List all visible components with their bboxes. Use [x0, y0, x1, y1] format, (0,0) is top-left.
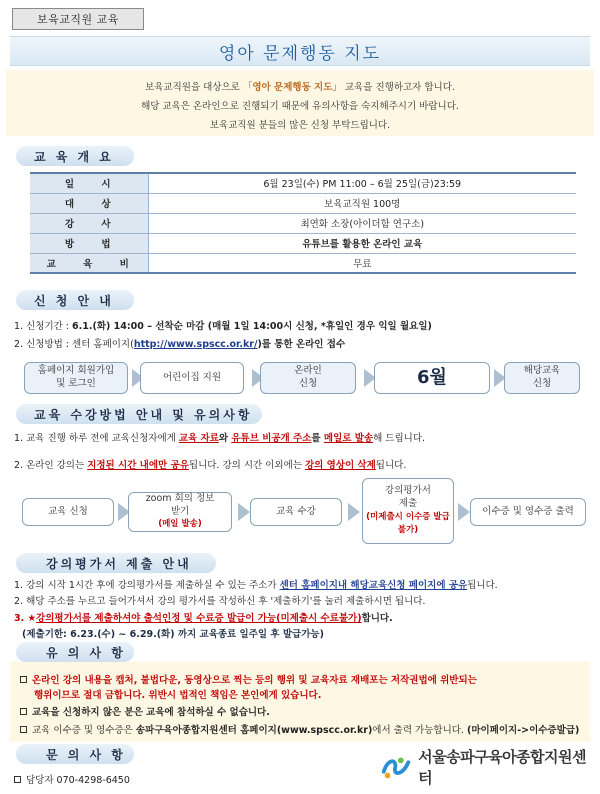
method-line-1: 1. 교육 진행 하루 전에 교육신청자에게 교육 자료와 유튜브 비공개 주소를 메일로 발송해 드립니다.: [14, 433, 426, 444]
method-step-3: 교육 수강: [250, 498, 342, 526]
apply-line-2: 2. 신청방법 : 센터 홈페이지(http://www.spscc.or.kr/)를 통한 온라인 접수: [14, 339, 346, 350]
arrow-icon: [238, 503, 250, 521]
contact-line: 담당자 070-4298-6450: [14, 772, 130, 786]
intro-line-3: 보육교직원 분들의 많은 신청 부탁드립니다.: [209, 120, 391, 131]
method-line-2: 2. 온라인 강의는 지정된 시간 내에만 공유됩니다. 강의 시간 이외에는 강의 영상이 삭제됩니다.: [14, 460, 407, 471]
cautions-heading: 유 의 사 항: [16, 642, 134, 662]
page-title: 영아 문제행동 지도: [218, 43, 382, 64]
table-row: 대 상 보육교직원 100명: [30, 193, 576, 213]
table-row: 강 사 최연화 소장(아이더함 연구소): [30, 213, 576, 233]
arrow-icon: [348, 503, 360, 521]
evaluation-heading: 강의평가서 제출 안내: [16, 553, 216, 573]
apply-heading: 신 청 안 내: [16, 290, 134, 310]
homepage-link[interactable]: http://www.spscc.or.kr/: [133, 339, 258, 350]
intro-box: [6, 70, 594, 136]
caution-2: 교육을 신청하지 않은 분은 교육에 참석하실 수 없습니다.: [20, 704, 270, 718]
method-step-2: zoom 회의 정보 받기 (메일 발송): [128, 492, 232, 532]
apply-line-1: 1. 신청기간 : 6.1.(화) 14:00 – 선착순 마감 (매월 1일 14:00시 신청, *휴일인 경우 익일 월요일): [14, 321, 432, 332]
method-step-5: 이수증 및 영수증 출력: [470, 498, 586, 526]
evaluation-line-3: 3. ★강의평가서를 제출하셔야 출석인정 및 수료증 발급이 가능(미제출시 수료불가)합니다.: [14, 613, 393, 624]
table-row: 일 시 6월 23일(수) PM 11:00 – 6월 25일(금)23:59: [30, 173, 576, 193]
page-title-bar: [10, 36, 590, 66]
cautions-box: [10, 662, 590, 742]
apply-step-1: 홈페이지 회원가입 및 로그인: [24, 362, 128, 394]
apply-step-5: 해당교육 신청: [504, 362, 580, 394]
table-row: 교 육 비 무료: [30, 253, 576, 273]
intro-line-1: 보육교직원을 대상으로 「영아 문제행동 지도」 교육을 진행하고자 합니다.: [145, 82, 455, 93]
method-step-4: 강의평가서 제출 (미제출시 이수증 발급 불가): [362, 478, 454, 544]
checkbox-icon: [20, 676, 27, 683]
evaluation-line-4: (제출기한: 6.23.(수) ~ 6.29.(화) 까지 교육종료 일주일 후 발급가능): [22, 629, 324, 640]
header-tag: 보육교직원 교육: [12, 8, 144, 30]
method-heading: 교육 수강방법 안내 및 유의사항: [16, 404, 262, 424]
overview-table: [30, 172, 576, 274]
caution-3: 교육 이수증 및 영수증은 송파구육아종합지원센터 홈페이지(www.spscc.or.kr)에서 출력 가능합니다. (마이페이지->이수증발급): [20, 722, 579, 736]
center-logo-text: 서울송파구육아종합지원센터: [418, 748, 587, 787]
checkbox-icon: [20, 708, 27, 715]
arrow-icon: [458, 503, 470, 521]
center-logo: [380, 748, 590, 787]
caution-1b: 행위이므로 절대 금합니다. 위반시 법적인 책임은 본인에게 있습니다.: [34, 690, 322, 701]
apply-step-4: 6월: [374, 362, 490, 394]
method-step-1: 교육 신청: [22, 498, 114, 526]
center-logo-icon: [380, 754, 412, 780]
apply-step-3: 온라인 신청: [260, 362, 356, 394]
evaluation-line-2: 2. 해당 주소를 누르고 들어가셔서 강의 평가서를 작성하신 후 '제출하기'를 눌러 제출하시면 됩니다.: [14, 596, 426, 607]
contact-heading: 문 의 사 항: [16, 744, 134, 764]
checkbox-icon: [14, 776, 21, 783]
table-row: 방 법 유튜브를 활용한 온라인 교육: [30, 233, 576, 253]
evaluation-line-1: 1. 강의 시작 1시간 후에 강의평가서를 제출하실 수 있는 주소가 센터 홈페이지내 해당교육신청 페이지에 공유됩니다.: [14, 580, 498, 591]
checkbox-icon: [20, 726, 27, 733]
apply-step-2: 어린이집 지원: [140, 362, 244, 394]
overview-heading: 교 육 개 요: [16, 146, 134, 166]
intro-line-2: 해당 교육은 온라인으로 진행되기 때문에 유의사항을 숙지해주시기 바랍니다.: [141, 101, 459, 112]
caution-1a: 온라인 강의 내용을 캡처, 불법다운, 동영상으로 찍는 등의 행위 및 교육자료 재배포는 저작권법에 위반되는: [20, 672, 477, 686]
